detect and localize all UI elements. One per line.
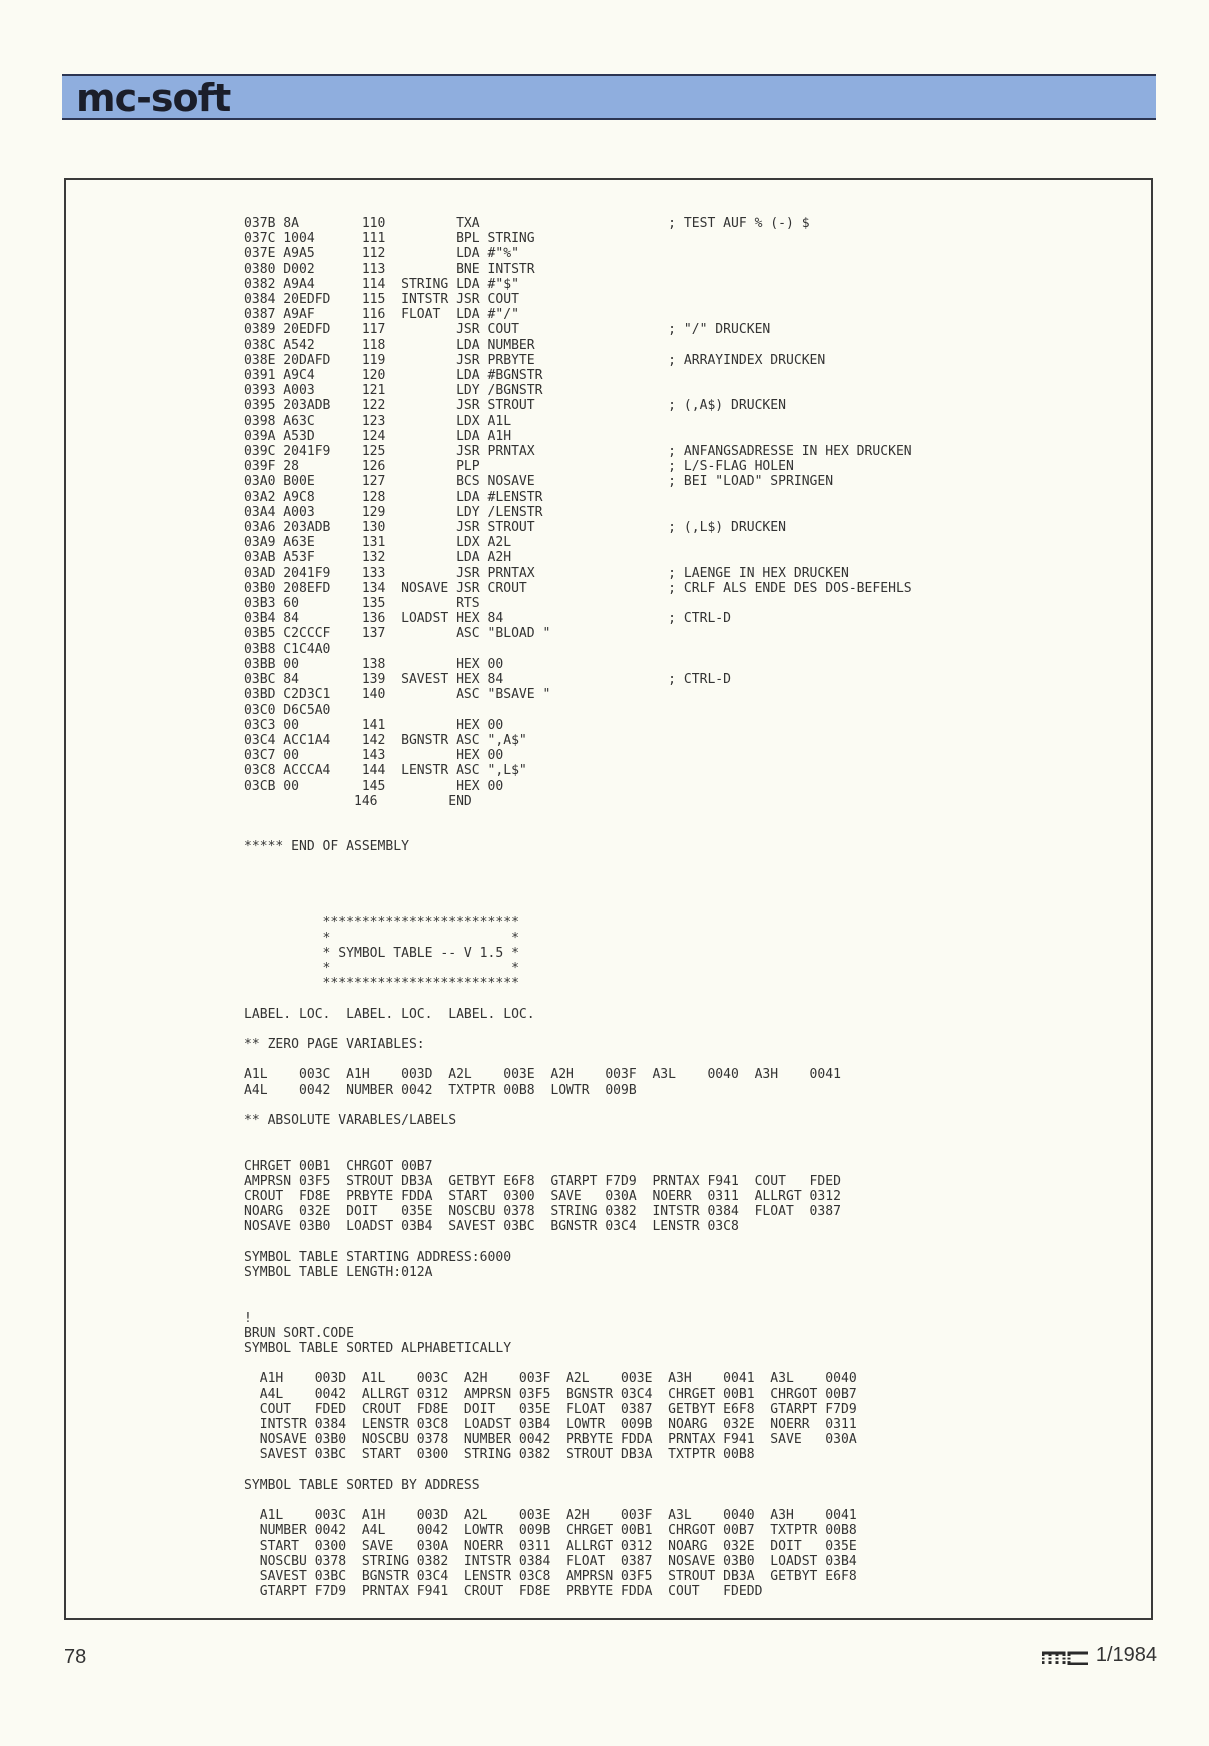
mc-logo-icon <box>1042 1648 1090 1664</box>
assembly-listing: 037B 8A 110 TXA ; TEST AUF % (-) $ 037C 1004 111 BPL STRING 037E A9A5 112 LDA #"%" 0380 D002 113 BNE INTSTR 0382 A9A4 114 STRING LDA #"$" 0384 20EDFD 115 INTSTR JSR COUT 0387 A9AF 116 FLOAT LDA #"/" 0389 20EDFD 117 JSR COUT ; "/" DRUCKEN 038C A542 118 LDA NUMBER 038E 20DAFD 119 JSR PRBYTE ; ARRAYINDEX DRUCKEN 0391 A9C4 120 LDA #BGNSTR 0393 A003 121 LDY /BGNSTR 0395 203ADB 122 JSR STROUT ; (,A$) DRUCKEN 0398 A63C 123 LDX A1L 039A A53D 124 LDA A1H 039C 2041F9 125 JSR PRNTAX ; ANFANGSADRESSE IN HEX DRUCKEN 039F 28 126 PLP ; L/S-FLAG HOLEN 03A0 B00E 127 BCS NOSAVE ; BEI "LOAD" SPRINGEN 03A2 A9C8 128 LDA #LENSTR 03A4 A003 129 LDY /LENSTR 03A6 203ADB 130 JSR STROUT ; (,L$) DRUCKEN 03A9 A63E 131 LDX A2L 03AB A53F 132 LDA A2H 03AD 2041F9 133 JSR PRNTAX ; LAENGE IN HEX DRUCKEN 03B0 208EFD 134 NOSAVE JSR CROUT ; CRLF ALS ENDE DES DOS-BEFEHLS 03B3 60 135 RTS 03B4 84 136 LOADST HEX 84 ; CTRL-D 03B5 C2CCCF 137 ASC "BLOAD " 03B8 C1C4A0 03BB 00 138 HEX 00 03BC 84 139 SAVEST HEX 84 ; CTRL-D 03BD C2D3C1 140 ASC "BSAVE " 03C0 D6C5A0 03C3 00 141 HEX 00 03C4 ACC1A4 142 BGNSTR ASC ",A$" 03C7 00 143 HEX 00 03C8 ACCCA4 144 LENSTR ASC ",L$" 03CB 00 145 HEX 00 146 END ***** END OF ASSEMBLY ************************* * * * SYMBOL TABLE -- V 1.5 * * * ************************* LABEL. LOC. LABEL. LOC. LABEL. LOC. ** ZERO PAGE VARIABLES: A1L 003C A1H 003D A2L 003E A2H 003F A3L 0040 A3H 0041 A4L 0042 NUMBER 0042 TXTPTR 00B8 LOWTR 009B ** ABSOLUTE VARABLES/LABELS CHRGET 00B1 CHRGOT 00B7 AMPRSN 03F5 STROUT DB3A GETBYT E6F8 GTARPT F7D9 PRNTAX F941 COUT FDED CROUT FD8E PRBYTE FDDA START 0300 SAVE 030A NOERR 0311 ALLRGT 0312 NOARG 032E DOIT 035E NOSCBU 0378 STRING 0382 INTSTR 0384 FLOAT 0387 NOSAVE 03B0 LOADST 03B4 SAVEST 03BC BGNSTR 03C4 LENSTR 03C8 SYMBOL TABLE STARTING ADDRESS:6000 SYMBOL TABLE LENGTH:012A ! BRUN SORT.CODE SYMBOL TABLE SORTED ALPHABETICALLY A1H 003D A1L 003C A2H 003F A2L 003E A3H 0041 A3L 0040 A4L 0042 ALLRGT 0312 AMPRSN 03F5 BGNSTR 03C4 CHRGET 00B1 CHRGOT 00B7 COUT FDED CROUT FD8E DOIT 035E FLOAT 0387 GETBYT E6F8 GTARPT F7D9 INTSTR 0384 LENSTR 03C8 LOADST 03B4 LOWTR 009B NOARG 032E NOERR 0311 NOSAVE 03B0 NOSCBU 0378 NUMBER 0042 PRBYTE FDDA PRNTAX F941 SAVE 030A SAVEST 03BC START 0300 STRING 0382 STROUT DB3A TXTPTR 00B8 SYMBOL TABLE SORTED BY ADDRESS A1L 003C A1H 003D A2L 003E A2H 003F A3L 0040 A3H 0041 NUMBER 0042 A4L 0042 LOWTR 009B CHRGET 00B1 CHRGOT 00B7 TXTPTR 00B8 START 0300 SAVE 030A NOERR 0311 ALLRGT 0312 NOARG 032E DOIT 035E NOSCBU 0378 STRING 0382 INTSTR 0384 FLOAT 0387 NOSAVE 03B0 LOADST 03B4 SAVEST 03BC BGNSTR 03C4 LENSTR 03C8 AMPRSN 03F5 STROUT DB3A GETBYT E6F8 GTARPT F7D9 PRNTAX F941 CROUT FD8E PRBYTE FDDA COUT FDEDD <box>244 216 912 1600</box>
section-banner <box>62 74 1156 120</box>
issue-label: 1/1984 <box>1095 1644 1157 1666</box>
magazine-issue <box>1042 1644 1157 1667</box>
page-number: 78 <box>64 1646 87 1668</box>
section-title: mc-soft <box>76 76 231 120</box>
